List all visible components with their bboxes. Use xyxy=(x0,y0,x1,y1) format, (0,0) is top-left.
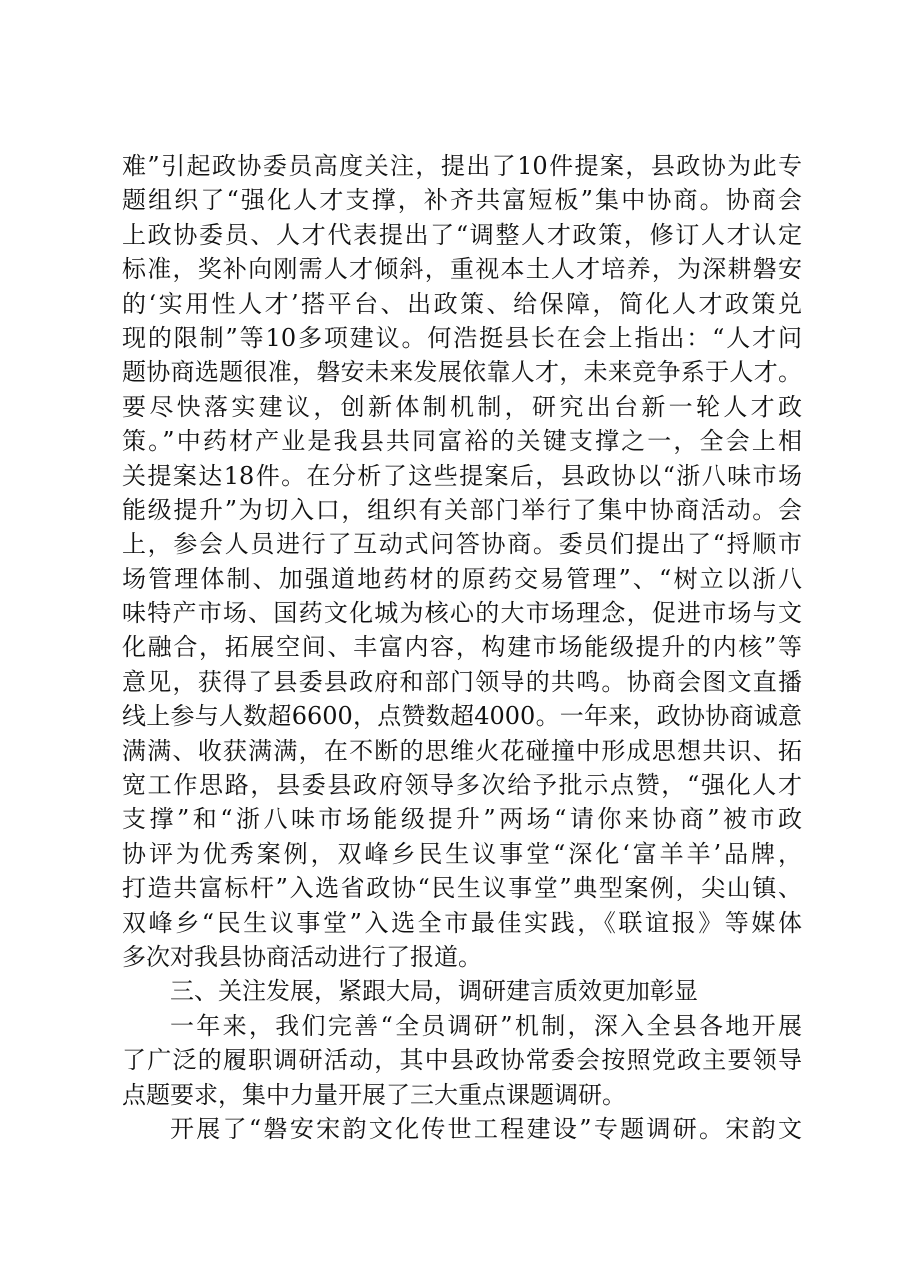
text-line: 双峰乡“民生议事堂”入选全市最佳实践，《联谊报》等媒体 xyxy=(122,908,802,937)
text-line: 一年来，我们完善“全员调研”机制，深入全县各地开展 xyxy=(170,1011,802,1040)
text-line: 上，参会人员进行了互动式问答协商。委员们提出了“捋顺市 xyxy=(122,530,802,559)
text-line: 场管理体制、加强道地药材的原药交易管理”、“树立以浙八 xyxy=(122,564,802,593)
text-line: 能级提升”为切入口，组织有关部门举行了集中协商活动。会 xyxy=(122,495,802,524)
text-line: 满满、收获满满，在不断的思维火花碰撞中形成思想共识、拓 xyxy=(122,736,802,765)
text-line: 化融合，拓展空间、丰富内容，构建市场能级提升的内核”等 xyxy=(122,633,802,662)
text-line: 宽工作思路，县委县政府领导多次给予批示点赞，“强化人才 xyxy=(122,771,802,800)
document-body xyxy=(122,149,802,1146)
text-line: 题协商选题很准，磐安未来发展依靠人才，未来竞争系于人才。 xyxy=(122,358,802,387)
text-line: 开展了“磐安宋韵文化传世工程建设”专题调研。宋韵文 xyxy=(170,1114,802,1143)
text-line: 关提案达18件。在分析了这些提案后，县政协以“浙八味市场 xyxy=(122,461,802,490)
text-line: 了广泛的履职调研活动，其中县政协常委会按照党政主要领导 xyxy=(122,1046,802,1075)
text-line: 协评为优秀案例，双峰乡民生议事堂“深化‘富羊羊’品牌， xyxy=(122,839,802,868)
text-line: 题组织了“强化人才支撑，补齐共富短板”集中协商。协商会 xyxy=(122,186,802,215)
text-line: 要尽快落实建议，创新体制机制，研究出台新一轮人才政 xyxy=(122,392,802,421)
text-line: 意见，获得了县委县政府和部门领导的共鸣。协商会图文直播 xyxy=(122,667,802,696)
paragraph xyxy=(122,1009,802,1112)
paragraph xyxy=(122,1112,802,1146)
text-line: 难”引起政协委员高度关注，提出了10件提案，县政协为此专 xyxy=(122,152,802,180)
text-line: 上政协委员、人才代表提出了“调整人才政策，修订人才认定 xyxy=(122,220,802,249)
text-line: 的‘实用性人才’搭平台、出政策、给保障，简化人才政策兑 xyxy=(122,289,802,318)
text-line: 打造共富标杆”入选省政协“民生议事堂”典型案例，尖山镇、 xyxy=(122,874,802,903)
text-line: 多次对我县协商活动进行了报道。 xyxy=(122,942,482,971)
text-line: 标准，奖补向刚需人才倾斜，重视本土人才培养，为深耕磐安 xyxy=(122,255,802,284)
heading-text: 三、关注发展，紧跟大局，调研建言质效更加彰显 xyxy=(170,977,698,1006)
text-line: 味特产市场、国药文化城为核心的大市场理念，促进市场与文 xyxy=(122,599,802,628)
text-line: 点题要求，集中力量开展了三大重点课题调研。 xyxy=(122,1080,626,1109)
text-line: 策。”中药材产业是我县共同富裕的关键支撑之一，全会上相 xyxy=(122,427,802,456)
text-line: 支撑”和“浙八味市场能级提升”两场“请你来协商”被市政 xyxy=(122,805,802,834)
text-line: 现的限制”等10多项建议。何浩挺县长在会上指出：“人才问 xyxy=(122,323,802,352)
text-line: 线上参与人数超6600，点赞数超4000。一年来，政协协商诚意 xyxy=(122,702,802,731)
section-heading xyxy=(122,974,802,1008)
paragraph xyxy=(122,149,802,974)
